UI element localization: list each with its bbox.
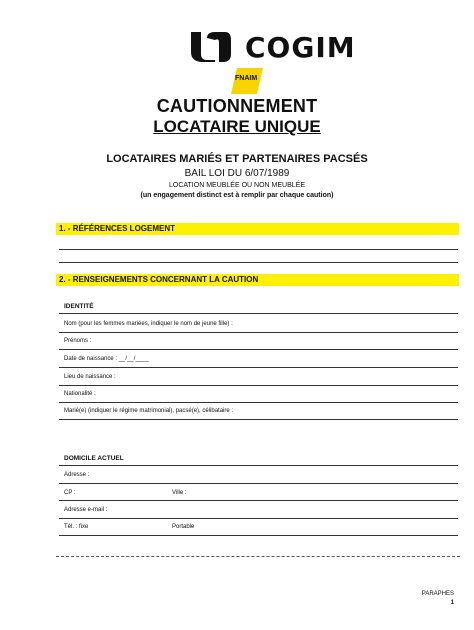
field-email-line[interactable]	[59, 518, 458, 519]
rental-type: LOCATION MEUBLÉE OU NON MEUBLÉE	[168, 182, 305, 189]
section1-line-2[interactable]	[59, 262, 458, 263]
identity-line	[59, 313, 458, 314]
domicile-line	[59, 465, 458, 466]
field-lieu-naissance: Lieu de naissance :	[64, 374, 116, 380]
field-date-naissance-line[interactable]	[59, 367, 458, 368]
field-nationalite: Nationalité :	[64, 391, 96, 397]
page-subtitle	[0, 117, 474, 137]
section2-header: 2. - RENSEIGNEMENTS CONCERNANT LA CAUTION	[56, 274, 459, 286]
field-prenoms-line[interactable]	[59, 349, 458, 350]
page-number: 1	[450, 600, 454, 606]
field-marie: Marié(e) (indiquer le régime matrimonial), pacsé(e), célibataire :	[64, 408, 234, 414]
field-cp-ville-line[interactable]	[59, 500, 458, 501]
fnaim-badge-text: FNAIM	[235, 75, 258, 82]
page-subtitle-text: LOCATAIRE UNIQUE	[153, 117, 321, 136]
field-tel-fixe: Tél. : fixe	[64, 524, 89, 530]
brand-name: COGIM	[245, 31, 356, 64]
field-cp: CP :	[64, 490, 76, 496]
domicile-heading: DOMICILE ACTUEL	[64, 455, 124, 462]
identity-heading: IDENTITÉ	[64, 303, 94, 310]
field-tel-line[interactable]	[59, 535, 458, 536]
engagement-note: (un engagement distinct est à remplir par chaque caution)	[140, 192, 334, 199]
field-nom-line[interactable]	[59, 332, 458, 333]
field-date-naissance: Date de naissance : __/__/____	[64, 356, 149, 362]
field-email: Adresse e-mail :	[64, 507, 108, 513]
field-nationalite-line[interactable]	[59, 402, 458, 403]
cogim-logo	[185, 28, 370, 64]
field-marie-line[interactable]	[59, 419, 458, 420]
field-nom: Nom (pour les femmes mariées, indiquer le nom de jeune fille) :	[64, 321, 233, 327]
field-prenoms: Prénoms :	[64, 338, 92, 344]
field-ville: Ville :	[172, 490, 187, 496]
page-title: CAUTIONNEMENT	[156, 96, 318, 116]
field-adresse: Adresse :	[64, 472, 90, 478]
lease-law: BAIL LOI DU 6/07/1989	[184, 168, 290, 179]
field-portable: Portable	[172, 524, 195, 530]
tenants-heading: LOCATAIRES MARIÉS ET PARTENAIRES PACSÉS	[106, 153, 368, 165]
section1-line-1[interactable]	[59, 249, 458, 250]
field-lieu-naissance-line[interactable]	[59, 385, 458, 386]
paraphes-label: PARAPHES	[421, 591, 454, 597]
footer-separator	[56, 556, 460, 557]
section1-header: 1. - RÉFÉRENCES LOGEMENT	[56, 223, 459, 235]
fnaim-badge	[227, 66, 267, 96]
field-adresse-line[interactable]	[59, 483, 458, 484]
